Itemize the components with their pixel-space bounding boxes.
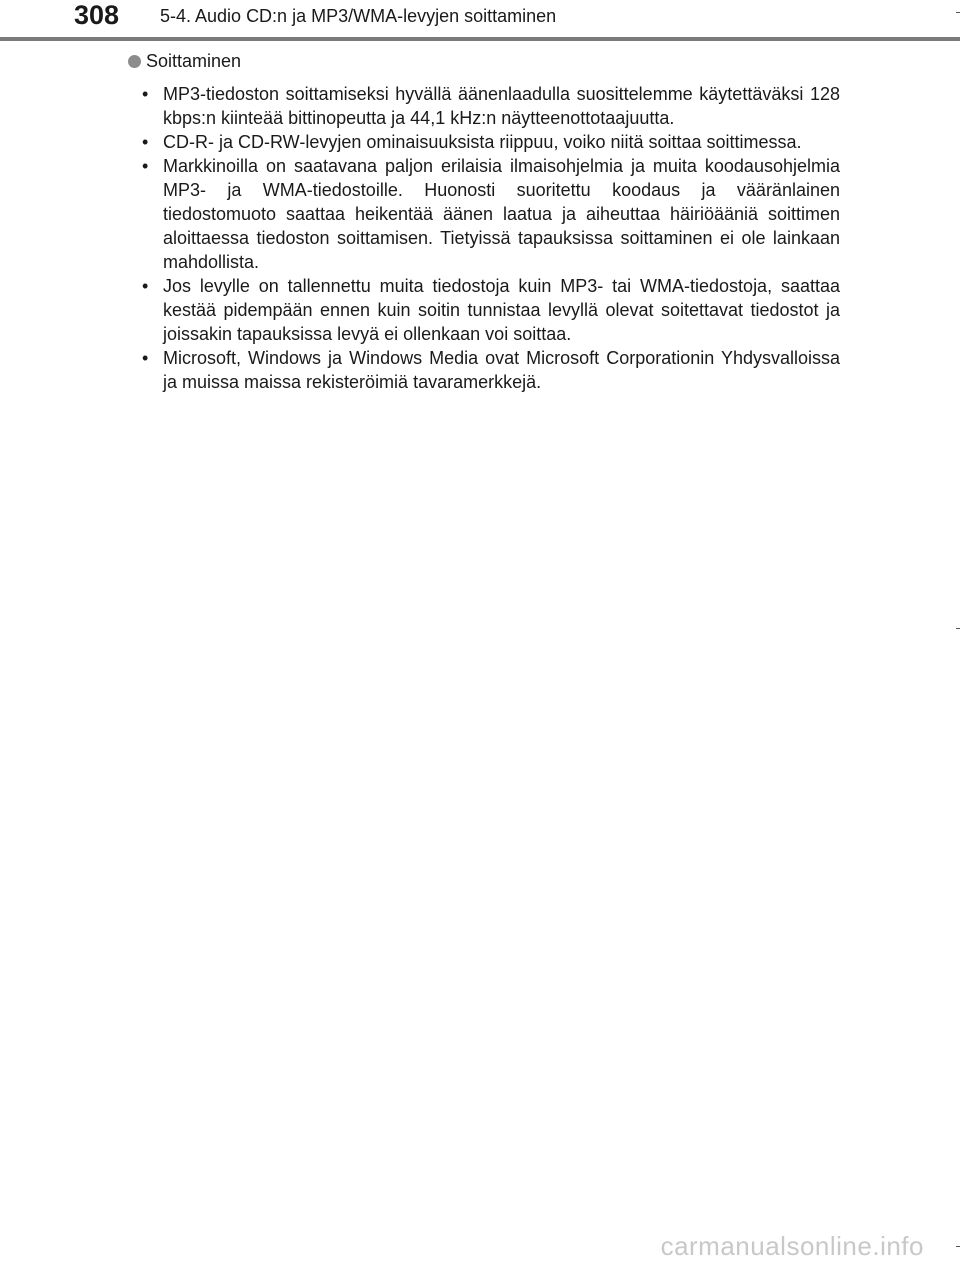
section-heading-text: Soittaminen (146, 51, 242, 71)
bullet-dot-icon: • (142, 84, 149, 104)
watermark: carmanualsonline.info (660, 1231, 924, 1261)
section-soittaminen (126, 49, 840, 394)
circle-bullet-icon (128, 55, 141, 68)
list-item (126, 82, 840, 130)
list-item (126, 130, 840, 154)
crop-mark (956, 1246, 960, 1247)
list-item (126, 274, 840, 346)
list-item (126, 346, 840, 394)
list-item-text: Markkinoilla on saatavana paljon erilaisia ilmaisohjelmia ja muita koodausohjelmia MP3- ja WMA-tiedostoille. Huonosti suoritettu koodaus ja vääränlainen tiedostomuoto saattaa heikentää äänen laatua ja aiheuttaa häiriöääniä soittimen aloittaessa tiedoston soittamisen. Tietyissä tapauksissa soittaminen ei ole lainkaan mahdollista. (163, 156, 840, 272)
header-rule (0, 37, 960, 41)
bullet-dot-icon: • (142, 276, 149, 296)
list-item-text: CD-R- ja CD-RW-levyjen ominaisuuksista riippuu, voiko niitä soittaa soittimessa. (163, 132, 802, 152)
bullet-dot-icon: • (142, 348, 149, 368)
bullet-list (126, 82, 840, 394)
list-item (126, 154, 840, 274)
page-number: 308 (74, 0, 120, 30)
list-item-text: MP3-tiedoston soittamiseksi hyvällä äänenlaadulla suosittelemme käytettäväksi 128 kbps:n kiinteää bittinopeutta ja 44,1 kHz:n näytteenottotaajuutta. (163, 84, 840, 128)
crop-mark (956, 12, 960, 13)
bullet-dot-icon: • (142, 132, 149, 152)
list-item-text: Microsoft, Windows ja Windows Media ovat Microsoft Corporationin Yhdysvalloissa ja muissa maissa rekisteröimiä tavaramerkkejä. (163, 348, 840, 392)
list-item-text: Jos levylle on tallennettu muita tiedostoja kuin MP3- tai WMA-tiedostoja, saattaa kestää pidempään ennen kuin soitin tunnistaa levyllä olevat soitettavat tiedostot ja joissakin tapauksissa levyä ei ollenkaan voi soittaa. (163, 276, 840, 344)
bullet-dot-icon: • (142, 156, 149, 176)
section-heading (126, 49, 840, 73)
running-title: 5-4. Audio CD:n ja MP3/WMA-levyjen soittaminen (160, 6, 557, 26)
crop-mark (956, 628, 960, 629)
